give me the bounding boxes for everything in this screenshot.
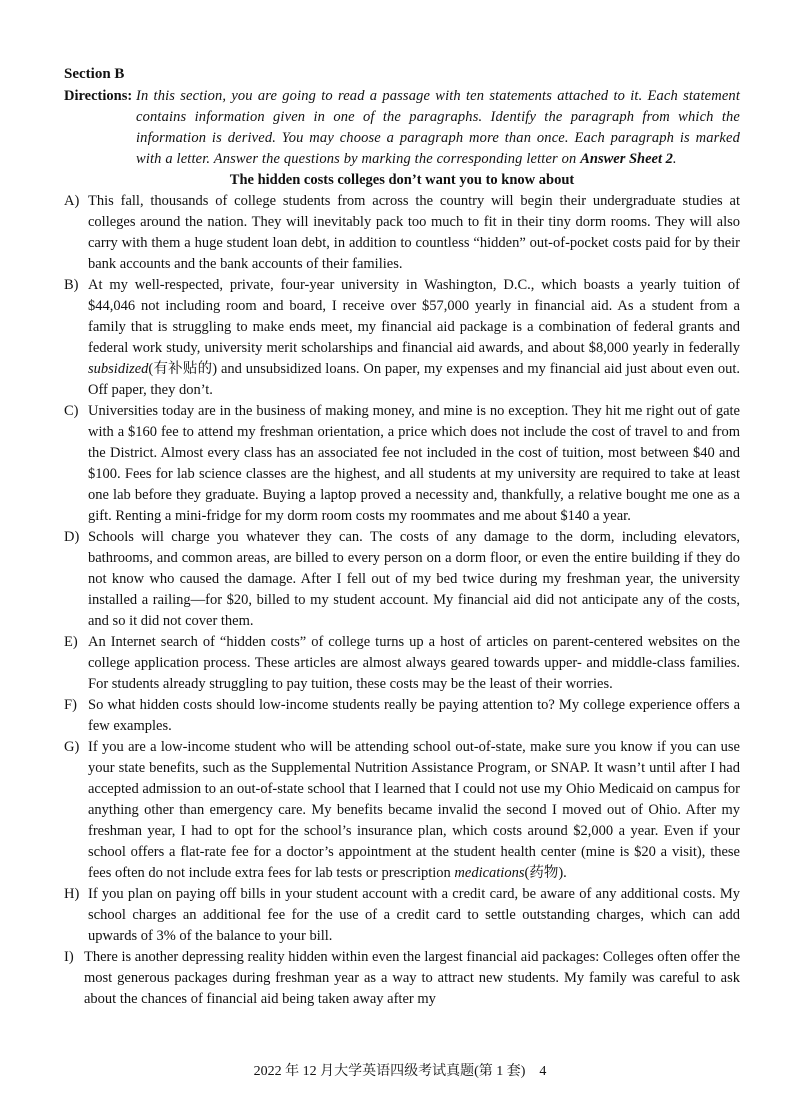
paragraph-a [64, 191, 740, 275]
directions-text: In this section, you are going to read a passage with ten statements attached to it. Each statement contains information given in one of the paragraphs. Identify the paragraph from which the information is derived. You may choose a paragraph more than once. Each paragraph is marked with a letter. Answer the questions by marking the corresponding letter on [136, 88, 740, 167]
paragraph-letter: A) [64, 193, 80, 209]
paragraph-text: An Internet search of “hidden costs” of college turns up a host of articles on parent-centered websites on the college application process. These articles are almost always geared towards upper- and middle-class families. For students already struggling to pay tuition, these costs may be the least of their worries. [88, 634, 740, 692]
paragraph-h [64, 884, 740, 947]
answer-sheet-ref: Answer Sheet 2 [580, 151, 673, 167]
paragraph-letter: G) [64, 739, 80, 755]
paragraph-g [64, 737, 740, 884]
paragraph-text: If you plan on paying off bills in your student account with a credit card, be aware of any additional costs. My school charges an additional fee for the use of a credit card to settle outstanding charges, which can add upwards of 3% of the balance to your bill. [88, 886, 740, 944]
paragraph-b [64, 275, 740, 401]
section-title: Section B [64, 66, 125, 82]
exam-page [64, 64, 740, 1010]
paragraph-letter: D) [64, 529, 80, 545]
paragraph-text: There is another depressing reality hidden within even the largest financial aid packages: Colleges often offer the most generous packages during freshman year as a way to attract new students. My family was careful to ask about the chances of financial aid being taken away after my [84, 949, 740, 1007]
directions-label: Directions: [64, 88, 133, 104]
paragraph-letter: H) [64, 886, 80, 902]
directions [64, 86, 740, 170]
paragraph-text: This fall, thousands of college students from across the country will begin their undergraduate studies at colleges around the nation. They will inevitably pack too much to fit in their tiny dorm rooms. They will also carry with them a huge student loan debt, in addition to countless “hidden” out-of-pocket costs paid for by their bank accounts and the bank accounts of their families. [88, 193, 740, 272]
page-footer: 2022 年 12 月大学英语四级考试真题(第 1 套) 4 [253, 1064, 547, 1079]
paragraph-text: If you are a low-income student who will be attending school out-of-state, make sure you know if you can use your state benefits, such as the Supplemental Nutrition Assistance Program, or SNAP. It wasn’t until after I had accepted admission to an out-of-state school that I learned that I could not use my Ohio Medicaid on campus for anything other than emergency care. My benefits became invalid the second I moved out of Ohio. After my freshman year, I had to opt for the school’s insurance plan, which costs around $2,000 a year. Even if your school offers a flat-rate fee for a doctor’s appointment at the student health center (mine is $20 a visit), these fees often do not include extra fees for lab tests or prescription [88, 739, 740, 881]
paragraph-text-cont: (有补贴的) and unsubsidized loans. On paper, my expenses and my financial aid just about even out. Off paper, they don’t. [88, 361, 740, 398]
paragraph-text: So what hidden costs should low-income students really be paying attention to? My college experience offers a few examples. [88, 697, 740, 734]
paragraph-text-cont: (药物). [524, 865, 567, 881]
paragraph-text: Universities today are in the business of making money, and mine is no exception. They hit me right out of gate with a $160 fee to attend my freshman orientation, a price which does not include the cost of travel to and from the District. Almost every class has an associated fee not included in the cost of tuition, most between $40 and $100. Fees for lab science classes are the highest, and all students at my university are required to take at least one lab before they graduate. Buying a laptop proved a necessity and, thankfully, a relative bought me one as a gift. Renting a mini-fridge for my dorm room costs my roommates and me about $140 a year. [88, 403, 740, 524]
paragraph-text: Schools will charge you whatever they can. The costs of any damage to the dorm, including elevators, bathrooms, and common areas, are billed to every person on a dorm floor, or even the entire building if they do not know who caused the damage. After I fell out of my bed twice during my freshman year, the university installed a railing—for $20, billed to my student account. My financial aid did not anticipate any of the costs, and so it did not cover them. [88, 529, 740, 629]
paragraph-i [64, 947, 740, 1010]
paragraph-f [64, 695, 740, 737]
passage-title: The hidden costs colleges don’t want you to know about [229, 172, 575, 188]
paragraph-letter: C) [64, 403, 79, 419]
directions-end: . [672, 151, 677, 167]
paragraph-e [64, 632, 740, 695]
paragraph-d [64, 527, 740, 632]
paragraph-text: At my well-respected, private, four-year university in Washington, D.C., which boasts a yearly tuition of $44,046 not including room and board, I receive over $57,000 yearly in financial aid. As a student from a family that is struggling to make ends meet, my financial aid package is a combination of federal grants and federal work study, university merit scholarships and financial aid awards, and about $8,000 yearly in federally [88, 277, 740, 356]
paragraph-c [64, 401, 740, 527]
paragraph-letter: E) [64, 634, 78, 650]
paragraph-letter: B) [64, 277, 79, 293]
paragraph-emphasis: medications [454, 865, 525, 881]
paragraph-emphasis: subsidized [88, 361, 149, 377]
paragraph-letter: I) [64, 949, 74, 965]
paragraph-letter: F) [64, 697, 77, 713]
